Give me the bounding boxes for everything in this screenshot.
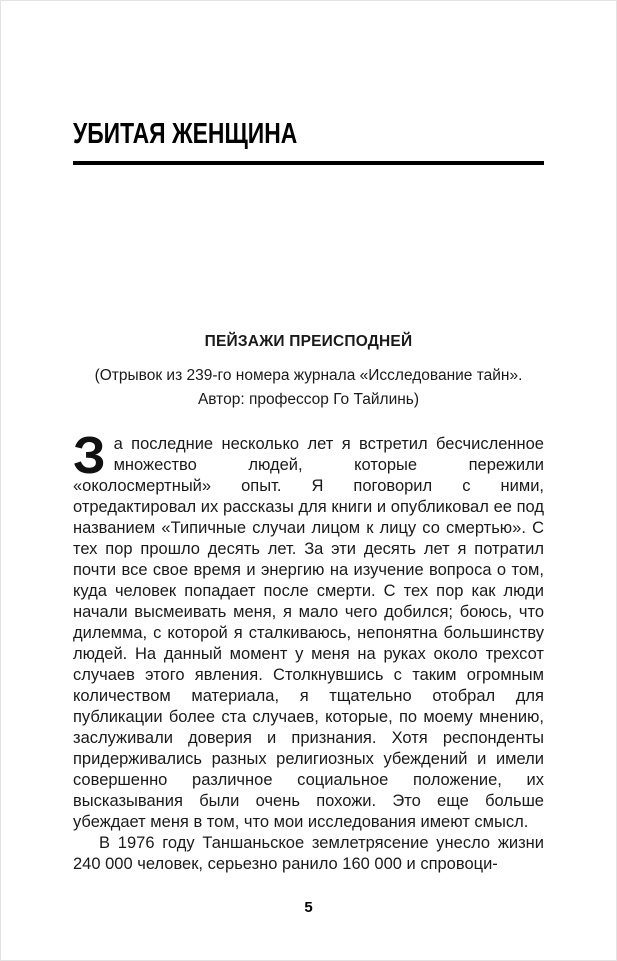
paragraph-first-text: а последние несколько лет я встретил бесчисленное множество людей, которые пережили «околосмертный» опыт. Я поговорил с ними, отредактировал их рассказы для книги и опубликовал ее под названием «Типичные случаи лицом к лицу со смертью». С тех пор прошло десять лет. За эти десять лет я потратил почти все свое время и энергию на изучение вопроса о том, куда человек попадает после смерти. С тех пор как люди начали высмеивать меня, я мало чего добился; боюсь, что дилемма, с которой я сталкиваюсь, непонятна большинству людей. На данный момент у меня на руках около трехсот случаев этого явления. Столкнувшись с таким огромным количеством материала, я тщательно отобрал для публикации более ста случаев, которые, по моему мнению, заслуживали доверия и признания. Хотя респонденты придерживались разных религиозных убеждений и имели совершенно различное социальное положение, их высказывания были очень похожи. Это еще больше убеждает меня в том, что мои исследования имеют смысл.	[73, 434, 544, 831]
paragraph-second-text: В 1976 году Таншаньское землетрясение унесло жизни 240 000 человек, серьезно ранило 160 000 и спровоци-	[73, 833, 544, 873]
subtitle-line-1: (Отрывок из 239-го номера журнала «Исследование тайн».	[94, 366, 523, 384]
body-text	[73, 426, 544, 875]
paragraph-first	[73, 426, 544, 833]
paragraph-second	[73, 833, 544, 875]
section-subtitle	[73, 364, 544, 412]
title-rule	[73, 161, 544, 165]
page-content	[1, 116, 616, 875]
section-heading: ПЕЙЗАЖИ ПРЕИСПОДНЕЙ	[204, 332, 413, 350]
drop-cap: З	[73, 426, 106, 485]
chapter-title	[73, 116, 544, 150]
subtitle-line-2: Автор: профессор Го Тайлинь)	[197, 390, 420, 408]
chapter-title-text: УБИТАЯ ЖЕНЩИНА	[73, 116, 298, 150]
page-number: 5	[304, 899, 313, 916]
